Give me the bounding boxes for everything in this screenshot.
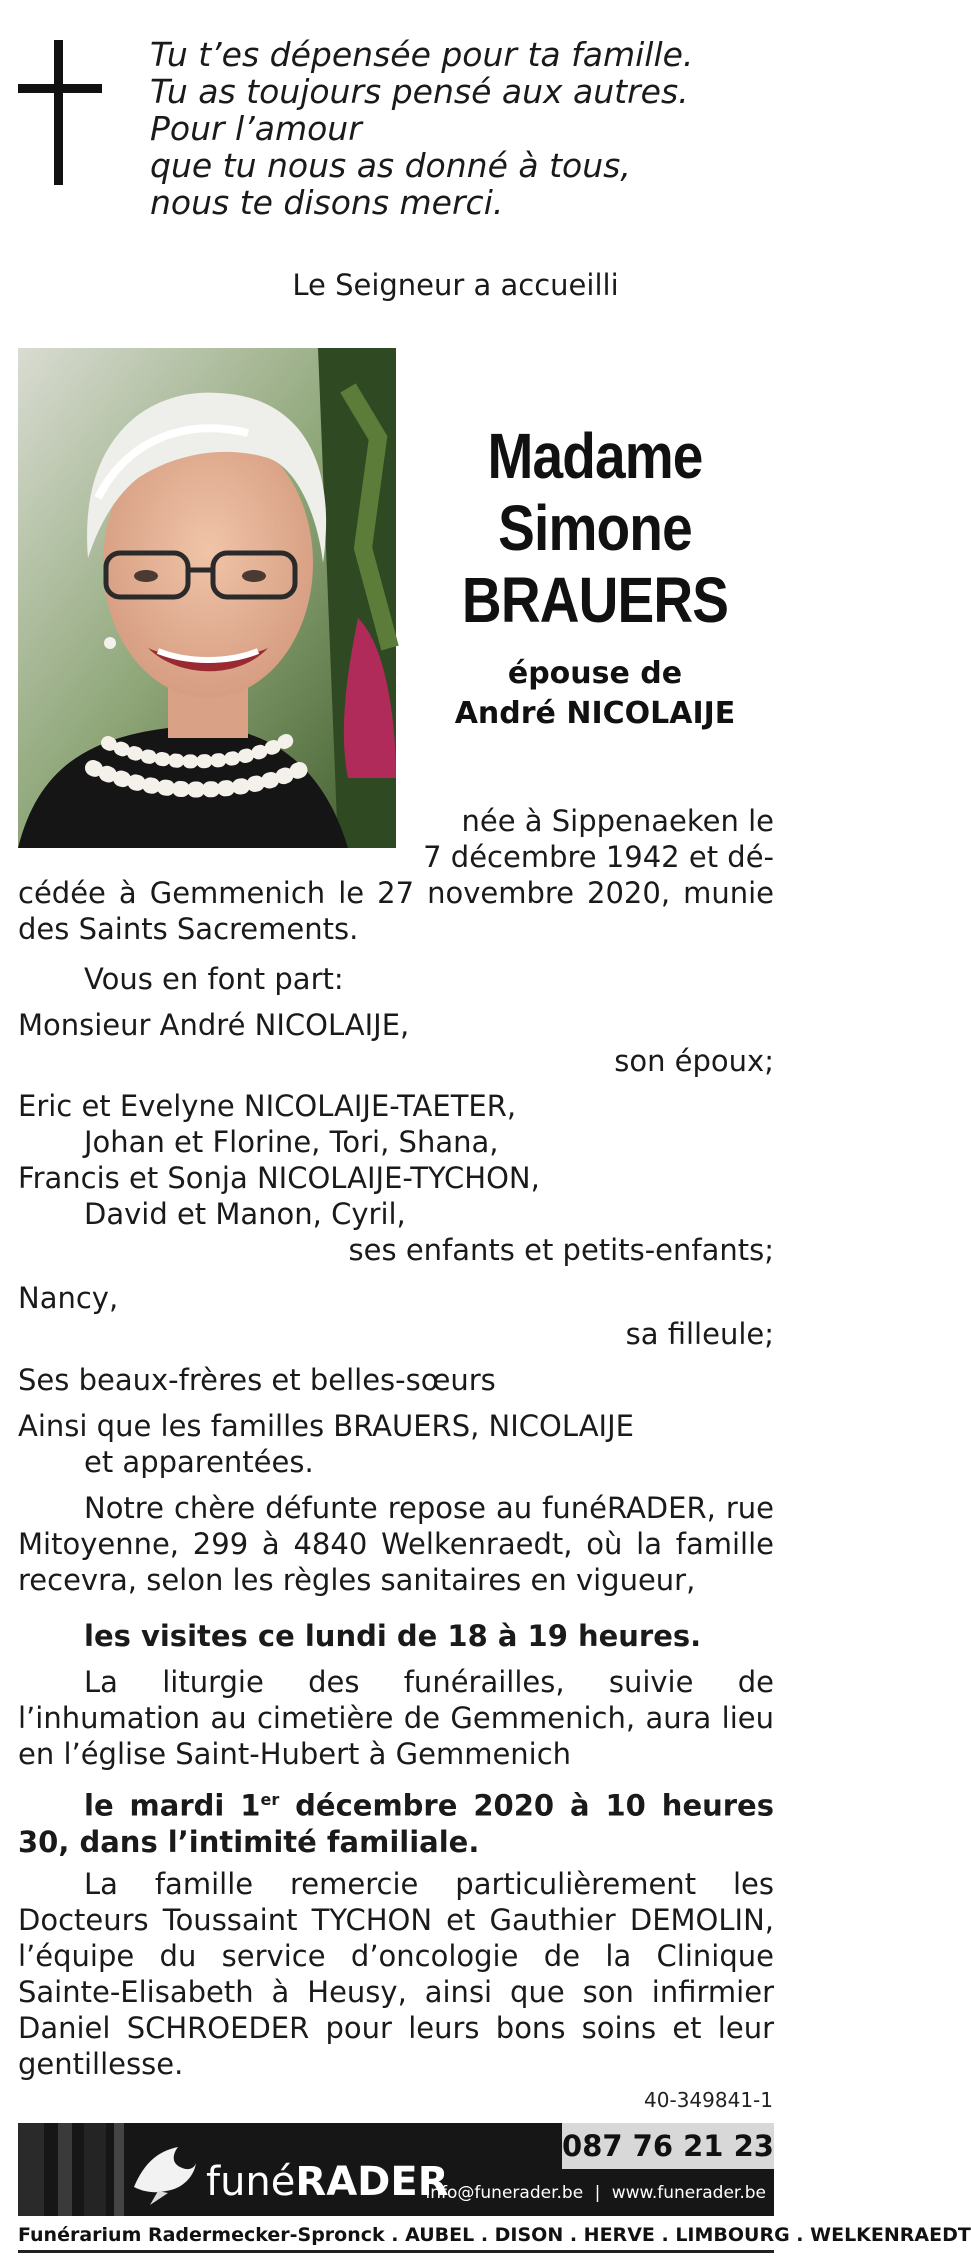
- announcement: Vous en font part:: [84, 962, 344, 996]
- family-role: son époux;: [614, 1044, 774, 1078]
- poem-line: Pour l’amour: [150, 109, 362, 148]
- poem-line: que tu nous as donné à tous,: [150, 146, 631, 185]
- funeral-home-banner: [18, 2123, 774, 2216]
- spouse-name: André NICOLAIJE: [454, 696, 736, 731]
- name-title: Madame: [487, 420, 703, 492]
- bottom-divider: [18, 2250, 774, 2253]
- funeral-home-locations: Funérarium Radermecker-Spronck . AUBEL . DISON . HERVE . LIMBOURG . WELKENRAEDT: [18, 2224, 971, 2246]
- family-member: Nancy,: [18, 1281, 119, 1315]
- poem-line: nous te disons merci.: [150, 183, 504, 222]
- last-name: BRAUERS: [461, 564, 729, 636]
- visit-hours: les visites ce lundi de 18 à 19 heures.: [84, 1619, 702, 1653]
- family-role: ses enfants et petits-enfants;: [348, 1233, 774, 1267]
- dove-icon: [128, 2133, 198, 2207]
- portrait-photo: [18, 348, 396, 848]
- death-details: cédée à Gemmenich le 27 novembre 2020, munie des Saints Sacrements.: [18, 876, 774, 946]
- ceremony-date: [18, 1782, 774, 1860]
- family-member: et apparentées.: [84, 1445, 314, 1479]
- brand-light: funé: [206, 2159, 296, 2205]
- website-link[interactable]: www.funerader.be: [611, 2183, 766, 2203]
- contact-separator: |: [594, 2183, 601, 2203]
- birth-line: née à Sippenaeken le: [461, 804, 774, 838]
- family-member: Ses beaux-frères et belles-sœurs: [18, 1363, 496, 1397]
- family-member: Monsieur André NICOLAIJE,: [18, 1008, 410, 1042]
- reference-number: 40-349841-1: [644, 2088, 773, 2112]
- birth-line: 7 décembre 1942 et dé-: [423, 840, 774, 874]
- spouse-label: épouse de: [507, 656, 683, 691]
- poem: [150, 36, 693, 221]
- ceremony-pre: le mardi 1: [84, 1788, 261, 1823]
- liturgy-text: La liturgie des funérailles, suivie de l’inhumation au cimetière de Gemmenich, aura lieu en l’église Saint-Hubert à Gemmenich: [18, 1665, 774, 1771]
- brand-logo-text: [206, 2157, 449, 2207]
- phone-number[interactable]: 087 76 21 23: [562, 2123, 774, 2169]
- repose-info: Notre chère défunte repose au funéRADER, rue Mitoyenne, 299 à 4840 Welkenraedt, où la famille recevra, selon les règles sanitaires en vigueur,: [18, 1491, 774, 1597]
- first-name: Simone: [498, 492, 692, 564]
- deceased-name-block: [430, 420, 760, 734]
- family-role: sa filleule;: [625, 1317, 774, 1351]
- spouse-info: [430, 654, 760, 734]
- ceremony-post: décembre 2020 à 10 heures 30, dans l’intimité familiale.: [18, 1788, 774, 1859]
- liturgy-info: [18, 1664, 774, 1772]
- email-link[interactable]: info@funerader.be: [425, 2183, 584, 2203]
- family-member: David et Manon, Cyril,: [84, 1197, 406, 1231]
- brand-bold: RADER: [295, 2159, 449, 2205]
- poem-line: Tu t’es dépensée pour ta famille.: [150, 35, 694, 74]
- ceremony-sup: er: [260, 1790, 280, 1809]
- family-member: Ainsi que les familles BRAUERS, NICOLAIJE: [18, 1409, 634, 1443]
- poem-line: Tu as toujours pensé aux autres.: [150, 72, 689, 111]
- family-member: Francis et Sonja NICOLAIJE-TYCHON,: [18, 1161, 540, 1195]
- cross-icon: [18, 40, 102, 185]
- contact-info: [426, 2181, 766, 2205]
- thanks-text: La famille remercie particulièrement les Docteurs Toussaint TYCHON et Gauthier DEMOLIN, l’équipe du service d’oncologie de la Clinique Sainte-Elisabeth à Heusy, ainsi que son infirmier Daniel SCHROEDER pour leurs bons soins et leur gentillesse.: [18, 1867, 774, 2081]
- family-member: Eric et Evelyne NICOLAIJE-TAETER,: [18, 1089, 517, 1123]
- family-member: Johan et Florine, Tori, Shana,: [84, 1125, 499, 1159]
- welcome-line: Le Seigneur a accueilli: [292, 268, 619, 302]
